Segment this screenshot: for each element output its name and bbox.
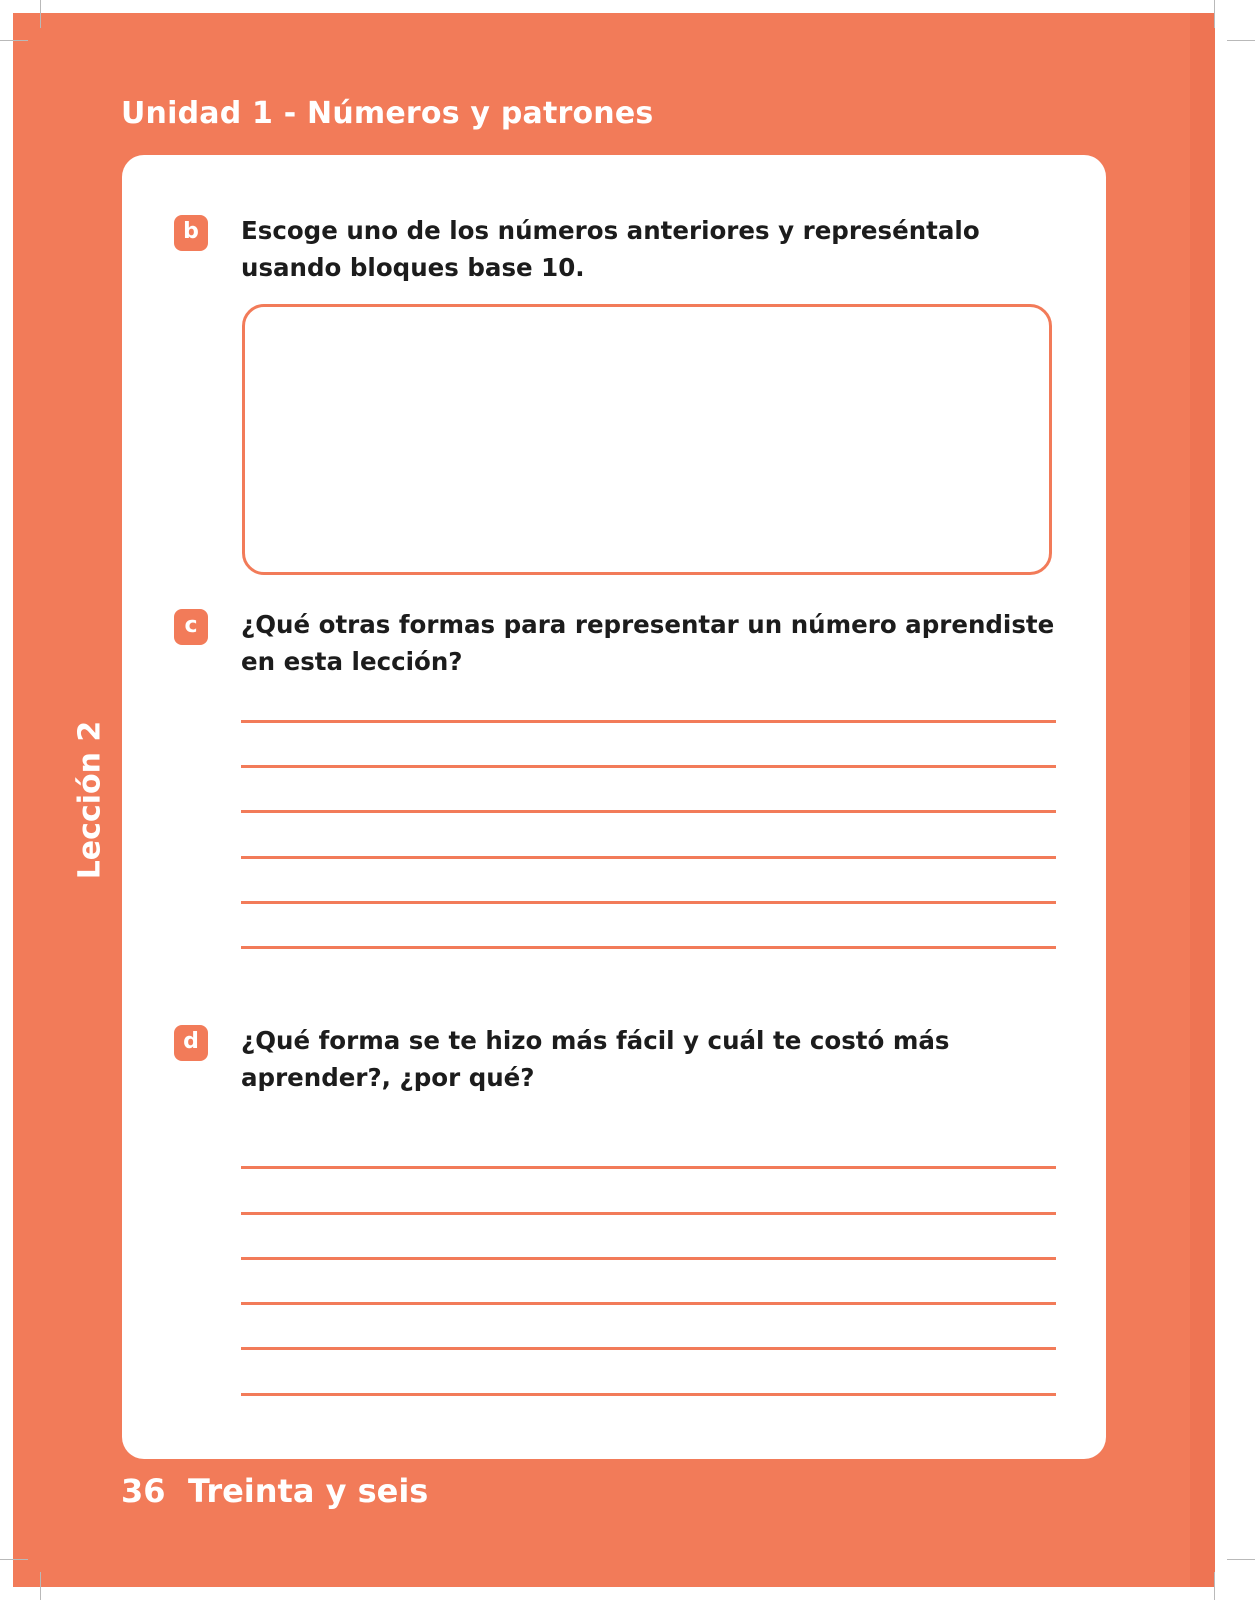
answer-line[interactable] — [241, 810, 1056, 813]
answer-line[interactable] — [241, 720, 1056, 723]
question-d-badge: d — [174, 1025, 208, 1061]
crop-mark — [1214, 1572, 1215, 1600]
answer-line[interactable] — [241, 1393, 1056, 1396]
page-edge-strip — [1190, 13, 1215, 1587]
answer-line[interactable] — [241, 901, 1056, 904]
crop-mark — [0, 1559, 28, 1560]
answer-line[interactable] — [241, 856, 1056, 859]
answer-line[interactable] — [241, 946, 1056, 949]
question-d-line-2: aprender?, ¿por qué? — [241, 1063, 535, 1092]
question-c-line-2: en esta lección? — [241, 647, 463, 676]
question-b-text — [241, 212, 980, 286]
answer-line[interactable] — [241, 765, 1056, 768]
question-c-text — [241, 606, 1054, 680]
question-b-badge: b — [174, 215, 208, 251]
question-d-text — [241, 1022, 950, 1096]
question-c-badge: c — [174, 609, 208, 645]
answer-line[interactable] — [241, 1257, 1056, 1260]
drawing-answer-box[interactable] — [242, 304, 1052, 575]
unit-title: Unidad 1 - Números y patrones — [121, 96, 654, 131]
crop-mark — [40, 0, 41, 28]
answer-line[interactable] — [241, 1212, 1056, 1215]
crop-mark — [1227, 40, 1255, 41]
crop-mark — [0, 40, 28, 41]
question-b-line-1: Escoge uno de los números anteriores y represéntalo — [241, 216, 980, 245]
answer-line[interactable] — [241, 1302, 1056, 1305]
question-b-line-2: usando bloques base 10. — [241, 253, 585, 282]
question-c-line-1: ¿Qué otras formas para representar un número aprendiste — [241, 610, 1055, 639]
crop-mark — [1227, 1559, 1255, 1560]
question-d-line-1: ¿Qué forma se te hizo más fácil y cuál te costó más — [241, 1026, 950, 1055]
crop-mark — [1214, 0, 1215, 28]
answer-line[interactable] — [241, 1347, 1056, 1350]
page-number: 36 — [121, 1472, 166, 1510]
lesson-side-label: Lección 2 — [72, 720, 108, 880]
page-number-words: Treinta y seis — [188, 1472, 429, 1510]
crop-mark — [40, 1572, 41, 1600]
answer-line[interactable] — [241, 1166, 1056, 1169]
